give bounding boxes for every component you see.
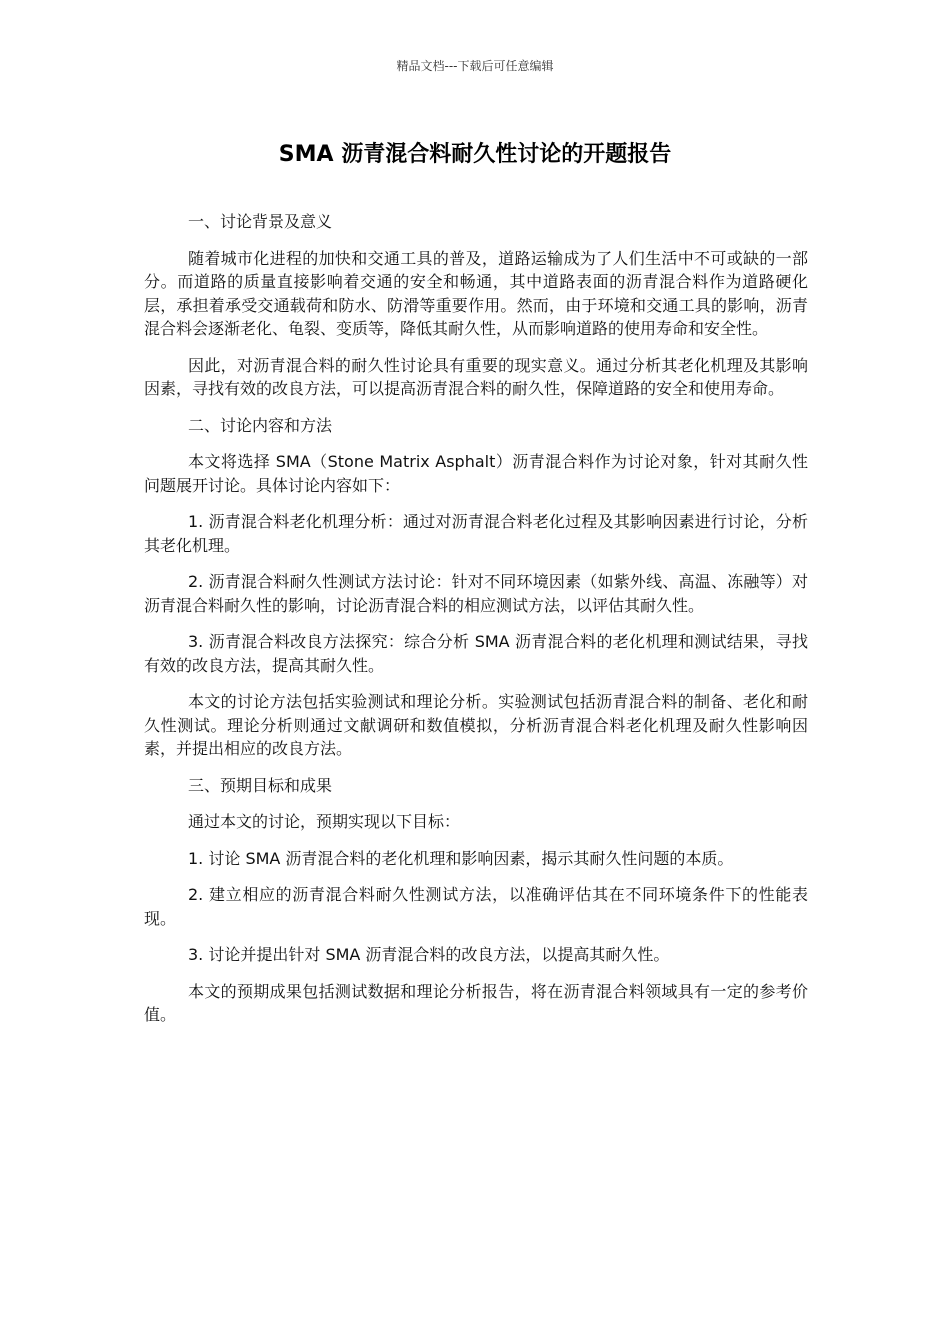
list-item: 1. 沥青混合料老化机理分析：通过对沥青混合料老化过程及其影响因素进行讨论，分析其老化机理。: [144, 512, 808, 555]
section-heading-goals: 三、预期目标和成果: [188, 775, 333, 795]
document-body: [144, 210, 808, 1040]
header-note: 精品文档---下载后可任意编辑: [396, 59, 554, 73]
paragraph: 随着城市化进程的加快和交通工具的普及，道路运输成为了人们生活中不可或缺的一部分。而道路的质量直接影响着交通的安全和畅通，其中道路表面的沥青混合料作为道路硬化层，承担着承受交通载荷和防水、防滑等重要作用。然而，由于环境和交通工具的影响，沥青混合料会逐渐老化、龟裂、变质等，降低其耐久性，从而影响道路的使用寿命和安全性。: [144, 248, 808, 338]
paragraph: 因此，对沥青混合料的耐久性讨论具有重要的现实意义。通过分析其老化机理及其影响因素，寻找有效的改良方法，可以提高沥青混合料的耐久性，保障道路的安全和使用寿命。: [144, 355, 808, 398]
paragraph: 本文的讨论方法包括实验测试和理论分析。实验测试包括沥青混合料的制备、老化和耐久性测试。理论分析则通过文献调研和数值模拟，分析沥青混合料老化机理及耐久性影响因素，并提出相应的改良方法。: [144, 692, 808, 758]
list-item: 3. 沥青混合料改良方法探究：综合分析 SMA 沥青混合料的老化机理和测试结果，寻找有效的改良方法，提高其耐久性。: [144, 632, 808, 675]
paragraph: 通过本文的讨论，预期实现以下目标：: [188, 812, 461, 831]
section-heading-background: 一、讨论背景及意义: [188, 212, 333, 231]
page-title: SMA 沥青混合料耐久性讨论的开题报告: [278, 142, 672, 167]
list-item: 3. 讨论并提出针对 SMA 沥青混合料的改良方法，以提高其耐久性。: [188, 945, 670, 964]
paragraph: 本文将选择 SMA（Stone Matrix Asphalt）沥青混合料作为讨论对象，针对其耐久性问题展开讨论。具体讨论内容如下：: [144, 452, 808, 495]
section-heading-content-methods: 二、讨论内容和方法: [188, 415, 333, 435]
list-item: 2. 建立相应的沥青混合料耐久性测试方法，以准确评估其在不同环境条件下的性能表现。: [144, 885, 808, 928]
list-item: 1. 讨论 SMA 沥青混合料的老化机理和影响因素，揭示其耐久性问题的本质。: [188, 848, 734, 868]
list-item: 2. 沥青混合料耐久性测试方法讨论：针对不同环境因素（如紫外线、高温、冻融等）对沥青混合料耐久性的影响，讨论沥青混合料的相应测试方法，以评估其耐久性。: [144, 572, 808, 615]
paragraph: 本文的预期成果包括测试数据和理论分析报告，将在沥青混合料领域具有一定的参考价值。: [144, 981, 808, 1024]
